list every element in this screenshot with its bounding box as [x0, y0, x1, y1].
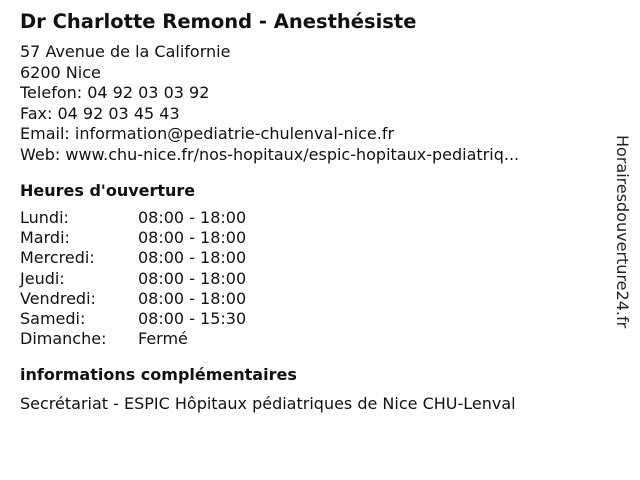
practice-card: [20, 8, 600, 415]
phone-line: Telefon: 04 92 03 03 92: [20, 83, 210, 102]
email-line: Email: information@pediatrie-chulenval-nice.fr: [20, 124, 395, 143]
hours-row-thursday: [20, 269, 600, 289]
hours-day: Vendredi:: [20, 288, 96, 308]
hours-time: 08:00 - 18:00: [138, 228, 247, 248]
hours-day: Dimanche:: [20, 329, 107, 349]
hours-day: Mardi:: [20, 228, 70, 248]
hours-day: Jeudi:: [20, 268, 65, 288]
page-title: Dr Charlotte Remond - Anesthésiste: [20, 10, 417, 33]
hours-time: 08:00 - 18:00: [138, 248, 247, 268]
extra-info-text: Secrétariat - ESPIC Hôpitaux pédiatriques de Nice CHU-Lenval: [20, 394, 516, 414]
hours-day: Lundi:: [20, 208, 69, 227]
hours-time: 08:00 - 18:00: [138, 268, 247, 288]
web-line: Web: www.chu-nice.fr/nos-hopitaux/espic-hopitaux-pediatriq...: [20, 144, 520, 164]
hours-row-wednesday: [20, 248, 600, 268]
hours-heading: Heures d'ouverture: [20, 181, 196, 200]
contact-block: [20, 42, 600, 165]
hours-row-tuesday: [20, 228, 600, 248]
hours-row-monday: [20, 208, 600, 228]
hours-day: Samedi:: [20, 309, 86, 329]
address-street: 57 Avenue de la Californie: [20, 42, 231, 61]
fax-line: Fax: 04 92 03 45 43: [20, 103, 180, 123]
hours-row-sunday: [20, 329, 600, 349]
address-city: 6200 Nice: [20, 62, 101, 82]
extra-info-heading: informations complémentaires: [20, 365, 297, 385]
site-watermark: Horairesdouverture24.fr: [613, 135, 632, 329]
hours-time: 08:00 - 15:30: [138, 309, 247, 329]
hours-table: [20, 208, 600, 349]
hours-time: Fermé: [138, 329, 188, 349]
hours-time: 08:00 - 18:00: [138, 288, 247, 308]
hours-day: Mercredi:: [20, 248, 95, 268]
hours-row-friday: [20, 289, 600, 309]
hours-time: 08:00 - 18:00: [138, 208, 247, 227]
hours-row-saturday: [20, 309, 600, 329]
